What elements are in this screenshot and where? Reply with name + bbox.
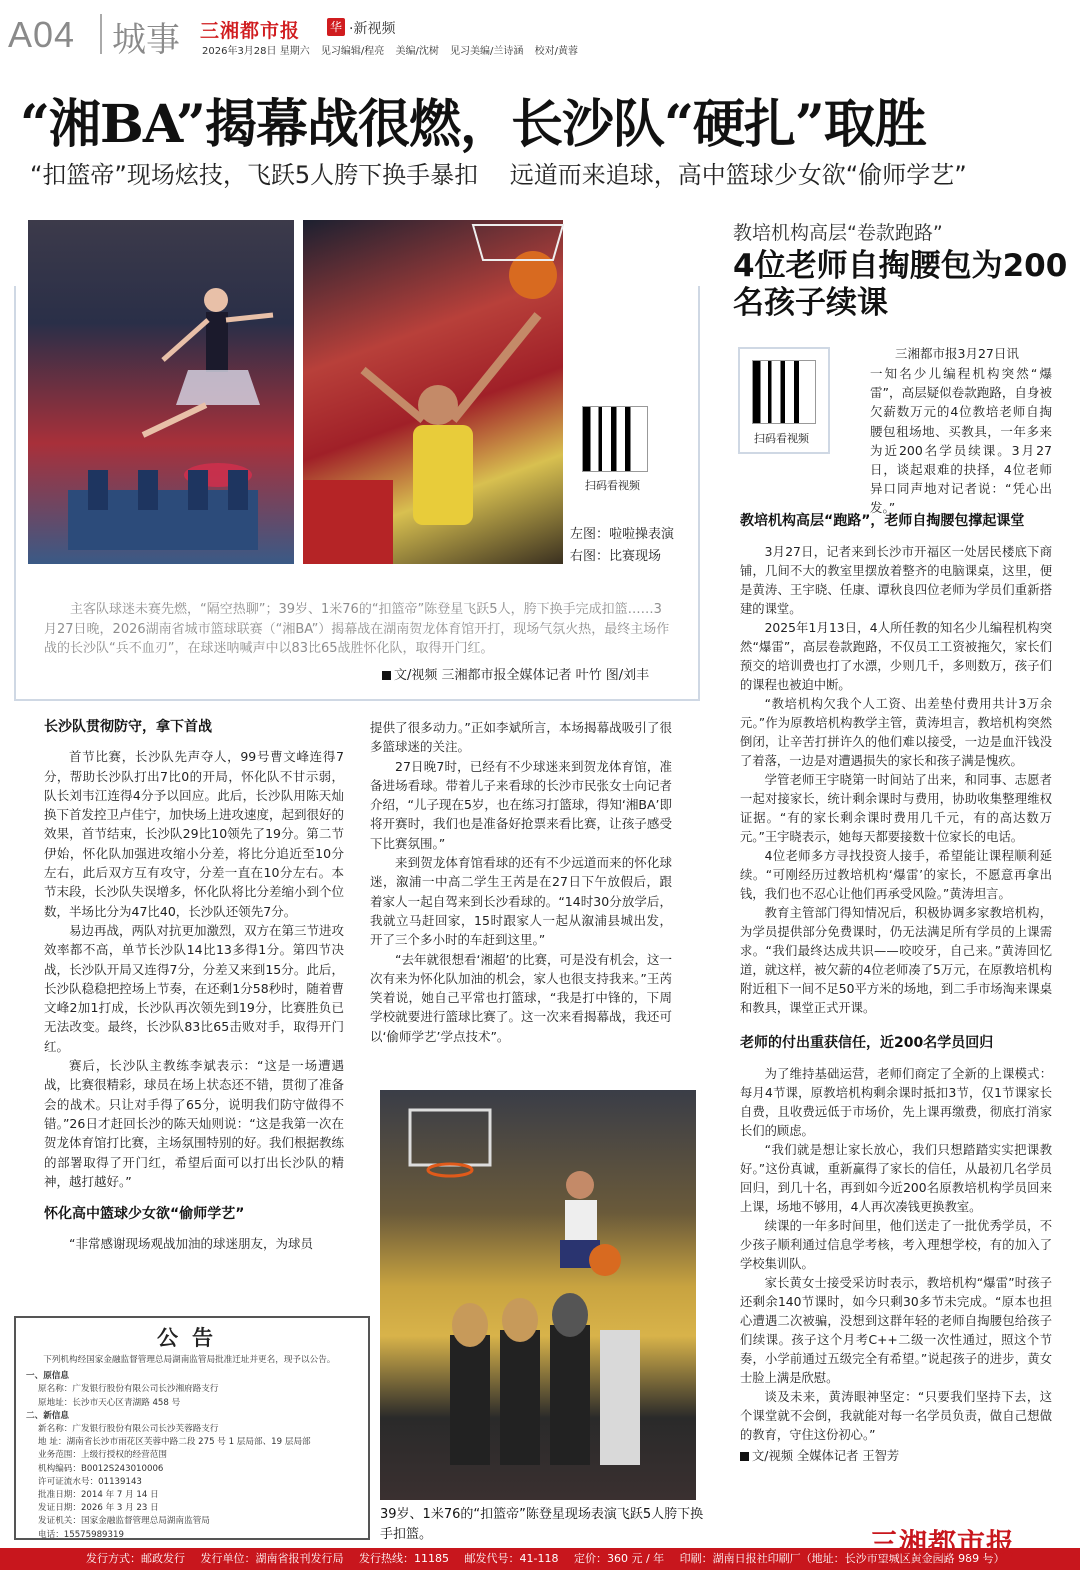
col1-heading-1: 长沙队贯彻防守，拿下首战 [44,719,212,735]
right-paragraph: 学管老师王宇晓第一时间站了出来，和同事、志愿者一起对接家长，统计剩余课时与费用，协助收集整理维权证据。“有的家长剩余课时费用几千元，有的高达数万元。”王宇晓表示，她每天都要接数十位家长的电话。 [740,773,1052,844]
cheerleader-figure-icon [28,220,294,564]
footer-item: 邮发代号：41-118 [464,1552,559,1565]
masthead-divider [100,14,102,54]
dunk-photo-caption: 39岁、1米76的“扣篮帝”陈登星现场表演飞跃5人胯下换手扣篮。 [380,1507,704,1542]
col1-paragraph: “非常感谢现场观战加油的球迷朋友，为球员 [69,1236,313,1252]
notice-line: 电话：15575989319 [38,1529,124,1540]
lead-text-span: 一知名少儿编程机构突然“爆雷”，高层疑似卷款跑路，自身被欠薪数万元的4位教培老师自掏腰包租场地、买教具，一年多来为近200名学员续课。3月27日，谈起艰难的抉择，4位老师异口同声地对记者说：“凭心出发。” [870,366,1052,516]
brand-name: 三湘都市报 [200,20,301,42]
right-paragraph: 为了维持基础运营，老师们商定了全新的上课模式：每月4节课，原教培机构剩余课时抵扣3节，仅1节课家长自费，且收费远低于市场价，先上课再缴费，彻底打消家长们的顾虑。 [740,1067,1052,1138]
footer-item: 定价：360 元 / 年 [573,1552,665,1565]
right-lead [870,344,1052,363]
footer-item: 发行单位：湖南省报刊发行局 [200,1552,344,1565]
col1-paragraph: 首节比赛，长沙队先声夺人，99号曹文峰连得7分，帮助长沙队打出7比0的开局，怀化队不甘示弱，队长刘韦江连得4分予以回应。此后，长沙队用陈天灿换下首发控卫卢佳宁，加快场上进攻速度，起到很好的效果，首节结束，长沙队29比10领先了19分。第二节伊始，怀化队加强进攻缩小分差，将比分追近至10分左右，此后双方互有攻守，分差一直在10分左右。本节末段，长沙队失误增多，怀化队将比分差缩小到个位数，半场比分为47比40，长沙队还领先7分。 [44,749,345,919]
right-byline [740,1447,1052,1466]
right-byline-text: 文/视频 全媒体记者 王智芳 [752,1449,900,1463]
right-paragraph: 4位老师多方寻找投资人接手，希望能让课程顺利延续。“可刚经历过教培机构‘爆雷’的家长，不愿意再拿出钱，我们也不忍心让他们再承受风险。”黄涛坦言。 [740,849,1052,901]
right-paragraph: 谈及未来，黄涛眼神坚定：“只要我们坚持下去，这个课堂就不会倒，我就能对每一名学员负责，做自己想做的教育，守住这份初心。” [740,1390,1052,1442]
basketball-player-icon [303,220,563,564]
notice-lines [26,1370,358,1542]
notice-line: 许可证流水号：01139143 [38,1476,142,1487]
meta-editor: 见习编辑/程亮 [320,46,385,57]
col2-paragraph: 27日晚7时，已经有不少球迷来到贺龙体育馆，准备进场看球。带着儿子来看球的长沙市民张女士向记者介绍，“儿子现在5岁，也在练习打篮球，得知‘湘BA’即将开赛时，我们也是准备好抢票来看比赛，让孩子感受下比赛氛围。” [370,758,673,851]
brand-logo-icon: 华 [327,18,345,36]
col2-paragraph: 提供了很多动力。”正如李斌所言，本场揭幕战吸引了很多篮球迷的关注。 [370,720,672,755]
dunk-scene-icon [380,1090,696,1500]
qr-label: 扫码看视频 [585,479,640,492]
square-bullet-icon [382,671,391,680]
meta-designer: 美编/沈树 [395,46,439,57]
notice-line: 二、新信息 [26,1410,69,1421]
lead-text [740,364,1052,516]
right-lead-body [740,364,1052,516]
footer-item: 发行方式：邮政发行 [86,1552,185,1565]
caption-right: 右图：比赛现场 [570,549,662,564]
right-paragraph: 家长黄女士接受采访时表示，教培机构“爆雷”时孩子还剩余140节课时，如今只剩30多节未完成。“原本也担心遭遇二次被骗，没想到这群年轻的老师自掏腰包给孩子们续课。孩子这个月考C++二级一次性通过，照这个节奏，小学前通过五级完全有希望。”说起孩子的进步，黄女士脸上满是欣慰。 [740,1276,1052,1385]
sub-headline [30,155,1070,190]
footer-item: 印刷：湖南日报社印刷厂（地址：长沙市望城区黄金园路 989 号） [679,1552,1005,1565]
right-paragraph: 2025年1月13日，4人所任教的知名少儿编程机构突然“爆雷”，高层卷款跑路，不仅员工工资被拖欠，家长们预交的培训费也打了水漂，少则几千，多则数万，孩子们的课程也被迫中断。 [740,621,1052,692]
lead-dateline: 三湘都市报3月27日讯 [895,346,1019,361]
right-kicker: 教培机构高层“卷款跑路” [733,222,943,244]
notice-line: 发证日期：2026 年 3 月 23 日 [38,1503,159,1514]
section-name: 城事 [112,20,180,60]
notice-line: 原地址：长沙市天心区青湖路 458 号 [38,1397,181,1408]
notice-line: 批准日期：2014 年 7 月 14 日 [38,1490,159,1501]
page-number: A04 [8,14,76,55]
caption-left: 左图：啦啦操表演 [570,527,675,542]
public-notice [14,1316,370,1540]
dunk-photo [380,1090,696,1500]
notice-line: 一、原信息 [26,1371,69,1382]
right-heading-1: 教培机构高层“跑路”，老师自掏腰包撑起课堂 [740,513,1025,529]
game-action-photo [303,220,563,564]
meta-date: 2026年3月28日 星期六 [202,46,310,57]
col1-heading-2: 怀化高中篮球少女欲“偷师学艺” [44,1206,245,1223]
col1-paragraph: 易边再战，两队对抗更加激烈，双方在第三节进攻效率都不高，单节长沙队14比13多得1分。第四节决战，长沙队开局又连得7分，分差又来到15分。此后，长沙队稳稳把控场上节奏，在还剩1分58秒时，随着曹文峰2加1打成，长沙队再次领先到19分，比赛胜负已无法改变。最终，长沙队83比65击败对手，取得开门红。 [44,922,345,1054]
main-headline: “湘BA”揭幕战很燃，长沙队“硬扎”取胜 [20,94,926,155]
subhead-2: 远道而来追球，高中篮球少女欲“偷师学艺” [509,161,967,189]
right-paragraph: 续课的一年多时间里，他们送走了一批优秀学员，不少孩子顺利通过信息学考核，考入理想学校，有的加入了学校集训队。 [740,1219,1052,1271]
footer-logo: 三湘都市报 [870,1527,1016,1560]
meta-proofreader: 校对/黄蓉 [534,46,578,57]
intro-paragraph: 主客队球迷未赛先燃，“隔空热聊”；39岁、1米76的“扣篮帝”陈登星飞跃5人，胯下换手完成扣篮……3月27日晚，2026湖南省城市篮球联赛（“湘BA”）揭幕战在湖南贺龙体育馆开打，现场气氛火热，最终主场作战的长沙队“兵不血刃”，在球迷呐喊声中以83比65战胜怀化队，取得开门红。 [44,602,670,656]
subhead-1: “扣篮帝”现场炫技，飞跃5人胯下换手暴扣 [30,161,479,189]
col2-paragraph: 来到贺龙体育馆看球的还有不少远道而来的怀化球迷，溆浦一中高二学生王芮是在27日下午放假后，跟着家人一起自驾来到长沙看球的。“14时30分放学后，我就立马赶回家，15时跟家人一起从溆浦县城出发，开了三个多小时的车赶到这里。” [370,855,672,948]
square-bullet-icon [740,1452,749,1461]
notice-line: 新名称：广发银行股份有限公司长沙芙蓉路支行 [38,1424,219,1435]
right-headline: 4位老师自掏腰包为200名孩子续课 [733,248,1068,321]
notice-line: 发证机关：国家金融监督管理总局湖南监管局 [38,1516,210,1527]
notice-line: 机构编码：B0012S243010006 [38,1463,164,1474]
col2-paragraph: “去年就很想看‘湘超’的比赛，可是没有机会，这一次有来为怀化队加油的机会，家人也很支持我来。”王芮笑着说，她自己平常也打篮球，“我是打中锋的，下周学校就要进行篮球比赛了。这一次来看揭幕战，我还可以‘偷师学艺’学点技术”。 [370,951,672,1044]
right-paragraph: 教育主管部门得知情况后，积极协调多家教培机构，为学员提供部分免费课时，仍无法满足所有学员的上课需求。“我们最终达成共识——咬咬牙，自己来。”黄涛回忆道，就这样，被欠薪的4位老师凑了5万元，在原教培机构附近租下一间不足50平方米的场地，到二手市场淘来课桌和教具，课堂正式开课。 [740,906,1052,1015]
right-heading-2: 老师的付出重获信任，近200名学员回归 [740,1035,994,1051]
notice-line: 原名称：广发银行股份有限公司长沙湘府路支行 [38,1384,219,1395]
brand-tag: ·新视频 [349,21,396,37]
qr-label: 扫码看视频 [754,432,809,445]
column-2 [370,718,672,1046]
right-paragraph: 3月27日，记者来到长沙市开福区一处居民楼底下商铺，几间不大的教室里摆放着整齐的电脑课桌，这里，便是黄涛、王宇晓、任康、谭秋良四位老师为学员们重新搭建的课堂。 [740,545,1052,616]
byline-text: 文/视频 三湘都市报全媒体记者 叶竹 图/刘丰 [394,668,650,683]
footer-item: 发行热线：11185 [359,1552,449,1565]
masthead-meta [202,42,586,57]
right-paragraph: “我们就是想让家长放心，我们只想踏踏实实把课教好。”这份真诚，重新赢得了家长的信任，从最初几名学员回归，到几十名，再到如今近200名原教培机构学员回来上课，场地不够用，4人再次凑钱更换教室。 [740,1143,1052,1214]
notice-title: 公告 [157,1326,227,1350]
cheerleading-photo [28,220,294,564]
right-paragraph: “教培机构欠我个人工资、出差垫付费用共计3万余元。”作为原教培机构教学主管，黄涛坦言，教培机构突然倒闭，让辛苦打拼许久的他们难以接受，一边是血汗钱没了着落，一边是对遭遇损失的家长和孩子满是愧疚。 [740,697,1052,768]
notice-line: 地 址：湖南省长沙市雨花区芙蓉中路二段 275 号 1 层局部、19 层局部 [38,1437,311,1448]
article-byline [382,664,649,683]
notice-line: 业务范围：上级行授权的经营范围 [38,1450,167,1461]
photo-caption [570,524,674,568]
qr-code-icon[interactable] [582,406,648,472]
meta-asst-designer: 见习美编/兰诗涵 [450,46,524,57]
notice-intro: 下列机构经国家金融监督管理总局湖南监管局批准迁址并更名，现予以公告。 [43,1355,336,1365]
col1-paragraph: 赛后，长沙队主教练李斌表示：“这是一场遭遇战，比赛很精彩，球员在场上状态还不错，贯彻了准备会的战术。只让对手得了65分，说明我们防守做得不错。”26日才赶回长沙的陈天灿则说：“这是我第一次在贺龙体育馆打比赛，主场氛围特别的好。我们根据教练的部署取得了开门红，希望后面可以打出长沙队的精神，越打越好。” [44,1058,345,1189]
right-body [740,512,1052,1466]
column-1 [44,718,344,1254]
